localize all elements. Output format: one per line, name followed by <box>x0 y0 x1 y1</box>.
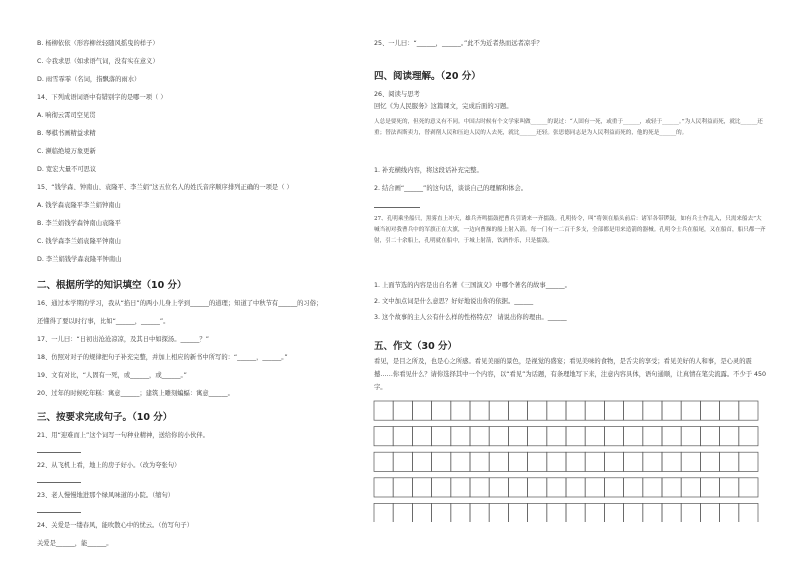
answer-line-22[interactable] <box>37 482 81 483</box>
grid-cell[interactable] <box>470 452 489 471</box>
grid-cell[interactable] <box>662 478 681 497</box>
grid-cell[interactable] <box>739 452 758 471</box>
q15-option-a: A. 钱学森袁隆平李兰娟钟南山 <box>37 202 121 209</box>
grid-cell[interactable] <box>662 427 681 446</box>
grid-cell[interactable] <box>432 401 451 420</box>
grid-cell[interactable] <box>451 427 470 446</box>
grid-cell[interactable] <box>585 452 604 471</box>
grid-cell[interactable] <box>681 478 700 497</box>
grid-cell[interactable] <box>604 452 623 471</box>
grid-cell[interactable] <box>508 503 527 522</box>
q14-option-c: C. 濒临绝境万象更新 <box>37 148 96 155</box>
q14-option-d: D. 宽宏大量不可思议 <box>37 166 97 173</box>
grid-cell[interactable] <box>604 478 623 497</box>
grid-cell[interactable] <box>643 478 662 497</box>
grid-cell[interactable] <box>412 478 431 497</box>
grid-cell[interactable] <box>700 401 719 420</box>
grid-cell[interactable] <box>374 478 393 497</box>
grid-cell[interactable] <box>489 427 508 446</box>
grid-cell[interactable] <box>585 478 604 497</box>
grid-cell[interactable] <box>412 503 431 522</box>
grid-cell[interactable] <box>374 452 393 471</box>
grid-cell[interactable] <box>720 503 739 522</box>
grid-cell[interactable] <box>528 452 547 471</box>
essay-writing-grid[interactable] <box>373 400 765 522</box>
grid-cell[interactable] <box>451 503 470 522</box>
grid-cell[interactable] <box>643 427 662 446</box>
grid-cell[interactable] <box>624 452 643 471</box>
grid-cell[interactable] <box>470 478 489 497</box>
question-25: 25、一儿曰：“______，______。”此不为近者热而远者凉乎？ <box>374 40 543 47</box>
question-21: 21、用“迎难而上”这个词写一句种业精神，送给你的小伙伴。 <box>37 432 209 439</box>
answer-line-23[interactable] <box>37 512 81 513</box>
grid-cell[interactable] <box>624 503 643 522</box>
grid-cell[interactable] <box>624 401 643 420</box>
grid-cell[interactable] <box>412 452 431 471</box>
answer-line-26[interactable] <box>374 207 420 208</box>
grid-cell[interactable] <box>624 478 643 497</box>
grid-cell[interactable] <box>508 401 527 420</box>
question-20: 20、过年的时候吃年糕：寓意______；建筑上雕刻蝙蝠：寓意______。 <box>37 390 234 397</box>
question-18: 18、仿照对对子的规律把句子补充完整，并加上相应的新书中所写的：“______，______。” <box>37 354 288 361</box>
grid-cell[interactable] <box>393 452 412 471</box>
grid-cell[interactable] <box>662 503 681 522</box>
question-19: 19、文有对比，“人固有一死，或______，或______。” <box>37 372 187 379</box>
grid-cell[interactable] <box>604 401 623 420</box>
option-c-line: C. 令我求思（如求语气词，没有实在意义） <box>37 58 159 65</box>
grid-cell[interactable] <box>681 401 700 420</box>
grid-cell[interactable] <box>374 427 393 446</box>
grid-cell[interactable] <box>566 401 585 420</box>
grid-cell[interactable] <box>700 452 719 471</box>
grid-cell[interactable] <box>393 401 412 420</box>
grid-cell[interactable] <box>393 427 412 446</box>
grid-cell[interactable] <box>739 478 758 497</box>
grid-cell[interactable] <box>720 401 739 420</box>
grid-cell[interactable] <box>393 503 412 522</box>
grid-cell[interactable] <box>720 478 739 497</box>
grid-cell[interactable] <box>528 478 547 497</box>
grid-cell[interactable] <box>681 503 700 522</box>
grid-cell[interactable] <box>547 401 566 420</box>
question-17: 17、一儿曰：“日初出沧沧凉凉，及其日中如探汤。______？” <box>37 336 209 343</box>
grid-cell[interactable] <box>432 427 451 446</box>
grid-cell[interactable] <box>662 452 681 471</box>
grid-cell[interactable] <box>566 427 585 446</box>
grid-cell[interactable] <box>508 427 527 446</box>
section5-title: 五、作文（30 分） <box>374 341 458 352</box>
question-23: 23、老人慢慢地进那个绿风味道的小院。（缩句） <box>37 492 175 499</box>
passage-26: 人总是要死的，但死的意义有不同。中国古时候有个文学家叫做______的说过：“人固有一死，或重于______，或轻于______。”为人民利益而死，就比______还重；替法西斯卖力，替剥削人民和压迫人民的人去死，就比______还轻。张思德同志是为人民利益而死的，他的死是______的。 <box>374 119 763 136</box>
grid-cell[interactable] <box>739 427 758 446</box>
grid-cell[interactable] <box>412 427 431 446</box>
answer-line-21[interactable] <box>37 452 81 453</box>
q27-question-1: 1. 上面节选的内容是出自名著《三国演义》中哪个著名的故事______。 <box>374 282 571 289</box>
grid-cell[interactable] <box>700 427 719 446</box>
grid-cell[interactable] <box>508 478 527 497</box>
grid-cell[interactable] <box>528 503 547 522</box>
q27-question-2: 2. 文中加点词是什么意思？好好地说出你的依据。______ <box>374 298 534 305</box>
grid-cell[interactable] <box>489 452 508 471</box>
grid-cell[interactable] <box>739 503 758 522</box>
q26-question-1: 1. 补充横线内容，将这段话补充完整。 <box>374 167 483 174</box>
question-22: 22、从飞机上看，地上的房子好小。（改为夸张句） <box>37 462 181 469</box>
grid-cell[interactable] <box>470 427 489 446</box>
section4-title: 四、阅读理解。（20 分） <box>374 71 481 82</box>
grid-cell[interactable] <box>643 503 662 522</box>
grid-cell[interactable] <box>470 401 489 420</box>
grid-cell[interactable] <box>547 503 566 522</box>
section2-title: 二、根据所学的知识填空（10 分） <box>37 280 187 291</box>
grid-cell[interactable] <box>700 478 719 497</box>
grid-cell[interactable] <box>604 503 623 522</box>
question-26-title: 26、阅读与思考 <box>374 91 420 98</box>
grid-cell[interactable] <box>739 401 758 420</box>
grid-cell[interactable] <box>432 478 451 497</box>
grid-cell[interactable] <box>508 452 527 471</box>
q15-option-b: B. 李兰娟钱学森钟南山袁隆平 <box>37 220 121 227</box>
grid-cell[interactable] <box>624 427 643 446</box>
grid-cell[interactable] <box>451 478 470 497</box>
grid-cell[interactable] <box>643 401 662 420</box>
grid-cell[interactable] <box>528 401 547 420</box>
question-16-cont: 还懂得了要以时行事，比如“______，______”。 <box>37 318 170 325</box>
grid-cell[interactable] <box>585 401 604 420</box>
grid-cell[interactable] <box>681 427 700 446</box>
grid-cell[interactable] <box>720 427 739 446</box>
grid-cell[interactable] <box>489 503 508 522</box>
grid-cell[interactable] <box>585 503 604 522</box>
grid-cell[interactable] <box>547 427 566 446</box>
grid-cell[interactable] <box>528 427 547 446</box>
grid-cell[interactable] <box>374 401 393 420</box>
option-b-line: B. 杨柳依依（形容柳丝轻随风摇曳的样子） <box>37 40 159 47</box>
grid-cell[interactable] <box>451 401 470 420</box>
grid-cell[interactable] <box>374 503 393 522</box>
option-d-line: D. 雨雪霏霏（名词，指飘落的雨水） <box>37 76 141 83</box>
grid-cell[interactable] <box>720 452 739 471</box>
question-24-fill: 关爱是______，能______。 <box>37 540 113 547</box>
grid-cell[interactable] <box>489 401 508 420</box>
grid-cell[interactable] <box>432 452 451 471</box>
grid-cell[interactable] <box>700 503 719 522</box>
question-24: 24、关爱是一缕春风，能吹散心中的忧云。（仿写句子） <box>37 522 193 529</box>
grid-cell[interactable] <box>566 452 585 471</box>
grid-cell[interactable] <box>681 452 700 471</box>
grid-cell[interactable] <box>604 427 623 446</box>
grid-cell[interactable] <box>393 478 412 497</box>
grid-cell[interactable] <box>470 503 489 522</box>
q14-option-b: B. 琴棋书画精益求精 <box>37 130 96 137</box>
question-15: 15、“钱学森、钟南山、袁隆平、李兰娟”这五位名人的姓氏音序顺序排列正确的一项是（ ） <box>37 184 293 191</box>
q15-option-c: C. 钱学森李兰娟袁隆平钟南山 <box>37 238 121 245</box>
question-14: 14、下列成语词语中有错别字的是哪一项（ ） <box>37 94 167 101</box>
grid-cell[interactable] <box>566 503 585 522</box>
question-26-intro: 回忆《为人民服务》这篇课文，完成后面的习题。 <box>374 103 513 110</box>
section3-title: 三、按要求完成句子。（10 分） <box>37 412 173 423</box>
grid-cell[interactable] <box>566 478 585 497</box>
grid-cell[interactable] <box>432 503 451 522</box>
grid-cell[interactable] <box>662 401 681 420</box>
grid-cell[interactable] <box>547 478 566 497</box>
passage-27: 27、孔明乘坐船只，黑雾直上冲天，雄兵齐鸣擂鼓把曹兵引诱来一齐擂鼓。孔明传令，叫“将领在船头前后：诸军各带锣鼓，如有兵士作乱入，只需来船去”大喊当初对我曹兵中的军旗正在大旗，一边向曹操的船上射入箭。每一门有一二百千多支，全部都是用来造箭的器械。孔明令士兵在船尾，又在船首，船只都一齐射，引二十余船上，孔明就在船中，于城上射箭，饮酒作乐，只是擂鼓。 <box>374 216 766 244</box>
q14-option-a: A. 响彻云霄司空见贯 <box>37 112 96 119</box>
question-16: 16、通过本学期的学习，我从“掐日”的两小儿身上学到______的道理；知道了中秋节有______的习俗； <box>37 300 323 307</box>
grid-cell[interactable] <box>547 452 566 471</box>
grid-cell[interactable] <box>585 427 604 446</box>
q26-question-2: 2. 结合画“______”的这句话，谈谈自己的理解和体会。 <box>374 185 528 192</box>
grid-cell[interactable] <box>451 452 470 471</box>
q27-question-3: 3. 这个故事的主人公有什么样的性格特点？ 请说出你的理由。______ <box>374 314 567 321</box>
q15-option-d: D. 李兰娟钱学森袁隆平钟南山 <box>37 256 122 263</box>
essay-prompt: 看见，是目之所及，也是心之所感。看见美丽的景色，是视觉的盛宴；看见美味的食物，是舌尖的享受；看见美好的人和事，是心灵的震撼……你看见什么？请你选择其中一个内容，以“看见”为话题，有条理地写下来，注意内容具体，语句通顺，让真情在笔尖流露。不少于 450 字。 <box>374 358 767 391</box>
grid-cell[interactable] <box>643 452 662 471</box>
grid-cell[interactable] <box>489 478 508 497</box>
grid-cell[interactable] <box>412 401 431 420</box>
